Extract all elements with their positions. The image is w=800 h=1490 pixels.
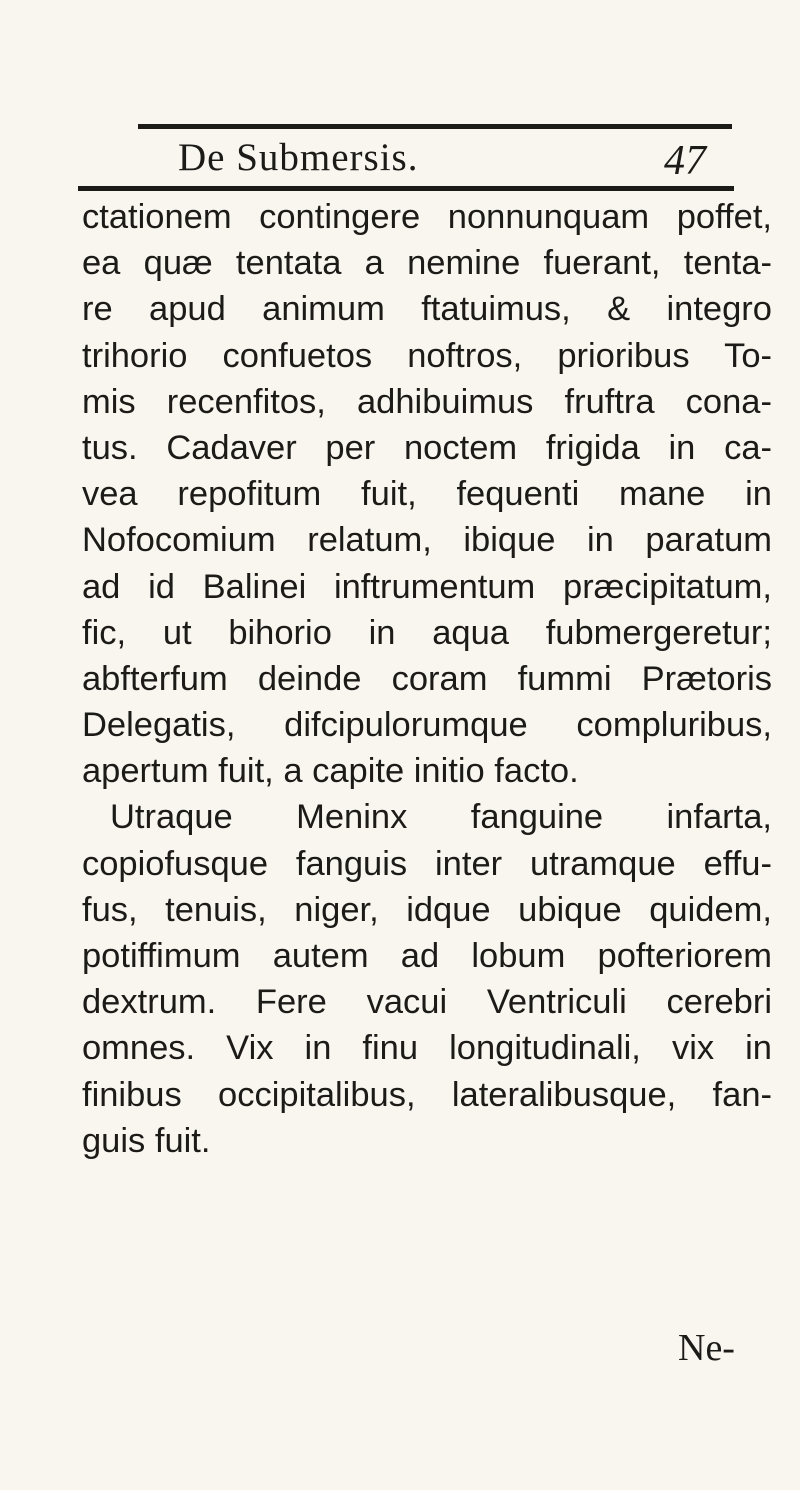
text-line: re apud animum ftatuimus, & integro [82, 290, 772, 329]
text-line: Utraque Meninx fanguine infarta, [110, 798, 772, 837]
text-line: ea quæ tentata a nemine fuerant, tenta- [82, 244, 772, 283]
text-line: ctationem contingere nonnunquam poffet, [82, 198, 772, 236]
text-line: fic, ut bihorio in aqua fubmergeretur; [82, 613, 772, 652]
text-line: tus. Cadaver per noctem frigida in ca- [82, 428, 772, 467]
text-line: apertum fuit, a capite initio facto. [82, 752, 579, 791]
text-line: trihorio confuetos noftros, prioribus To- [82, 336, 772, 375]
text-line: abfterfum deinde coram fummi Prætoris [82, 659, 772, 698]
body-text [82, 194, 772, 1164]
text-line: copiofusque fanguis inter utramque effu- [82, 844, 772, 883]
text-line: potiffimum autem ad lobum pofteriorem [82, 937, 772, 975]
header-rule-bottom [78, 186, 734, 191]
page-number: 47 [664, 138, 706, 184]
text-line: dextrum. Fere vacui Ventriculi cerebri [82, 983, 772, 1022]
text-line: finibus occipitalibus, lateralibusque, fan- [82, 1075, 772, 1114]
text-line: Nofocomium relatum, ibique in paratum [82, 521, 772, 560]
text-line: guis fuit. [82, 1121, 211, 1160]
text-line: Delegatis, difcipulorumque compluribus, [82, 706, 772, 745]
header-rule-top [138, 124, 732, 129]
text-line: vea repofitum fuit, fequenti mane in [82, 475, 772, 514]
running-head: De Submersis. [178, 136, 419, 179]
text-line: mis recenfitos, adhibuimus fruftra cona- [82, 382, 772, 421]
text-line: omnes. Vix in finu longitudinali, vix in [82, 1029, 772, 1068]
text-line: ad id Balinei inftrumentum præcipitatum, [82, 567, 772, 606]
text-line: fus, tenuis, niger, idque ubique quidem, [82, 890, 772, 929]
catchword: Ne- [678, 1327, 735, 1369]
